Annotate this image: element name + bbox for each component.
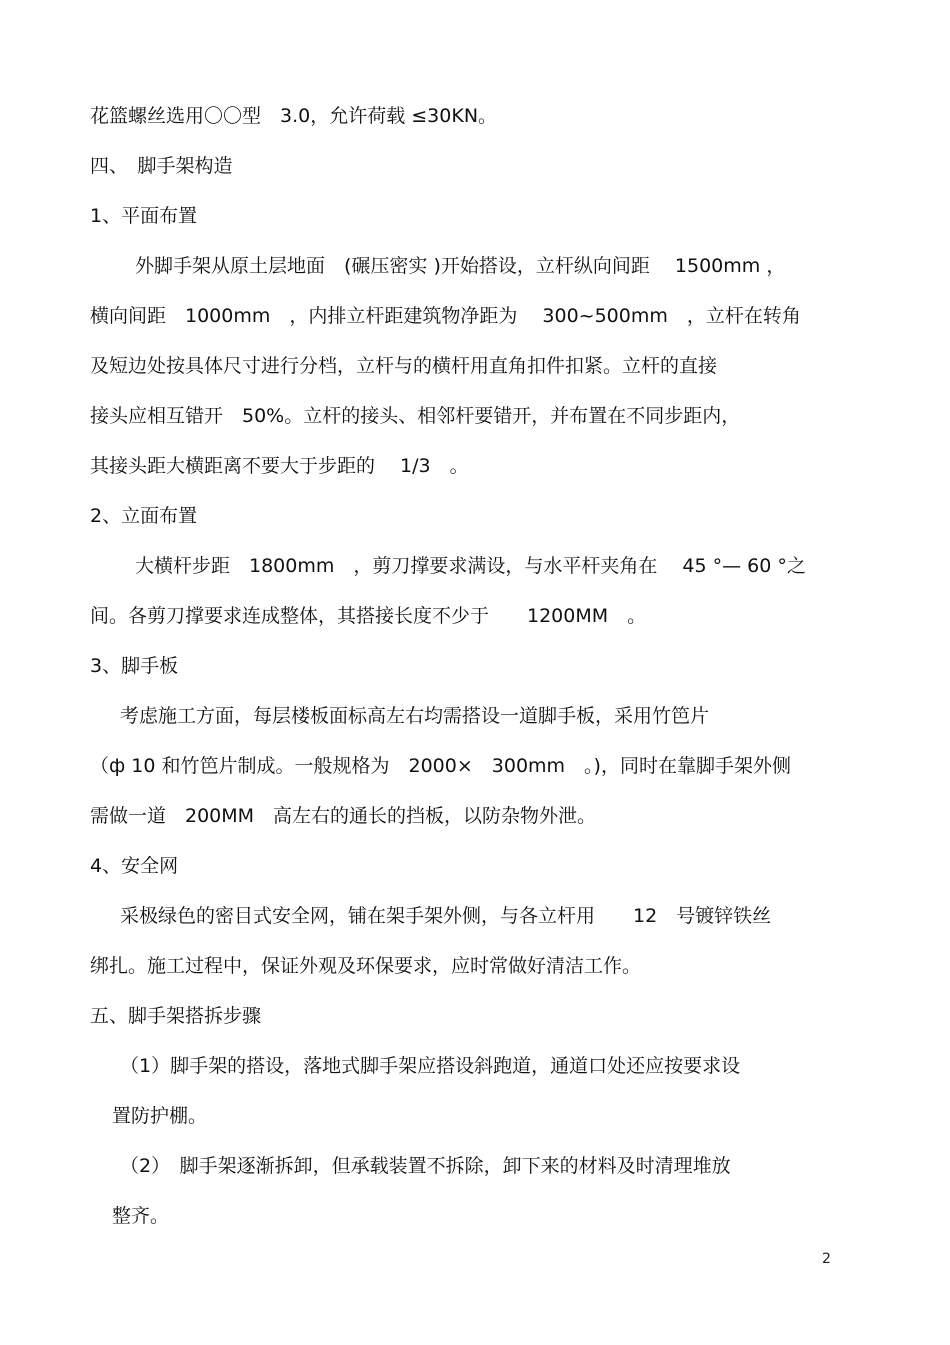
- text-line: （ф 10 和竹笆片制成。一般规格为 2000× 300mm 。)，同时在靠脚手架外侧: [90, 755, 791, 777]
- subsection-heading: 3、脚手板: [90, 655, 179, 677]
- section-heading: 四、 脚手架构造: [90, 155, 233, 177]
- page-number: 2: [822, 1251, 831, 1267]
- text-line: （2） 脚手架逐渐拆卸，但承载装置不拆除，卸下来的材料及时清理堆放: [120, 1155, 731, 1177]
- text-line: 置防护棚。: [112, 1105, 208, 1127]
- text-line: 及短边处按具体尺寸进行分档，立杆与的横杆用直角扣件扣紧。立杆的直接: [90, 355, 718, 377]
- text-line: 外脚手架从原土层地面 (碾压密实 )开始搭设，立杆纵向间距 1500mm ，: [135, 255, 786, 277]
- text-line: 采极绿色的密目式安全网，铺在架手架外侧，与各立杆用 12 号镀锌铁丝: [120, 905, 772, 927]
- text-line: 花篮螺丝选用〇〇型 3.0，允许荷载 ≤30KN。: [90, 105, 498, 127]
- text-line: （1）脚手架的搭设，落地式脚手架应搭设斜跑道，通道口处还应按要求设: [120, 1055, 741, 1077]
- text-line: 绑扎。施工过程中，保证外观及环保要求，应时常做好清洁工作。: [90, 955, 642, 977]
- subsection-heading: 1、平面布置: [90, 205, 198, 227]
- text-line: 间。各剪刀撑要求连成整体，其搭接长度不少于 1200MM 。: [90, 605, 647, 627]
- text-line: 接头应相互错开 50%。立杆的接头、相邻杆要错开，并布置在不同步距内，: [90, 405, 741, 427]
- text-line: 考虑施工方面，每层楼板面标高左右均需搭设一道脚手板，采用竹笆片: [120, 705, 710, 727]
- subsection-heading: 2、立面布置: [90, 505, 198, 527]
- text-line: 整齐。: [112, 1205, 170, 1227]
- text-line: 大横杆步距 1800mm ，剪刀撑要求满设，与水平杆夹角在 45 °— 60 °之: [135, 555, 806, 577]
- text-line: 其接头距大横距离不要大于步距的 1/3 。: [90, 455, 469, 477]
- text-line: 需做一道 200MM 高左右的通长的挡板，以防杂物外泄。: [90, 805, 597, 827]
- section-heading: 五、脚手架搭拆步骤: [90, 1005, 262, 1027]
- text-line: 横向间距 1000mm ，内排立杆距建筑物净距为 300~500mm ，立杆在转角: [90, 305, 801, 327]
- subsection-heading: 4、安全网: [90, 855, 179, 877]
